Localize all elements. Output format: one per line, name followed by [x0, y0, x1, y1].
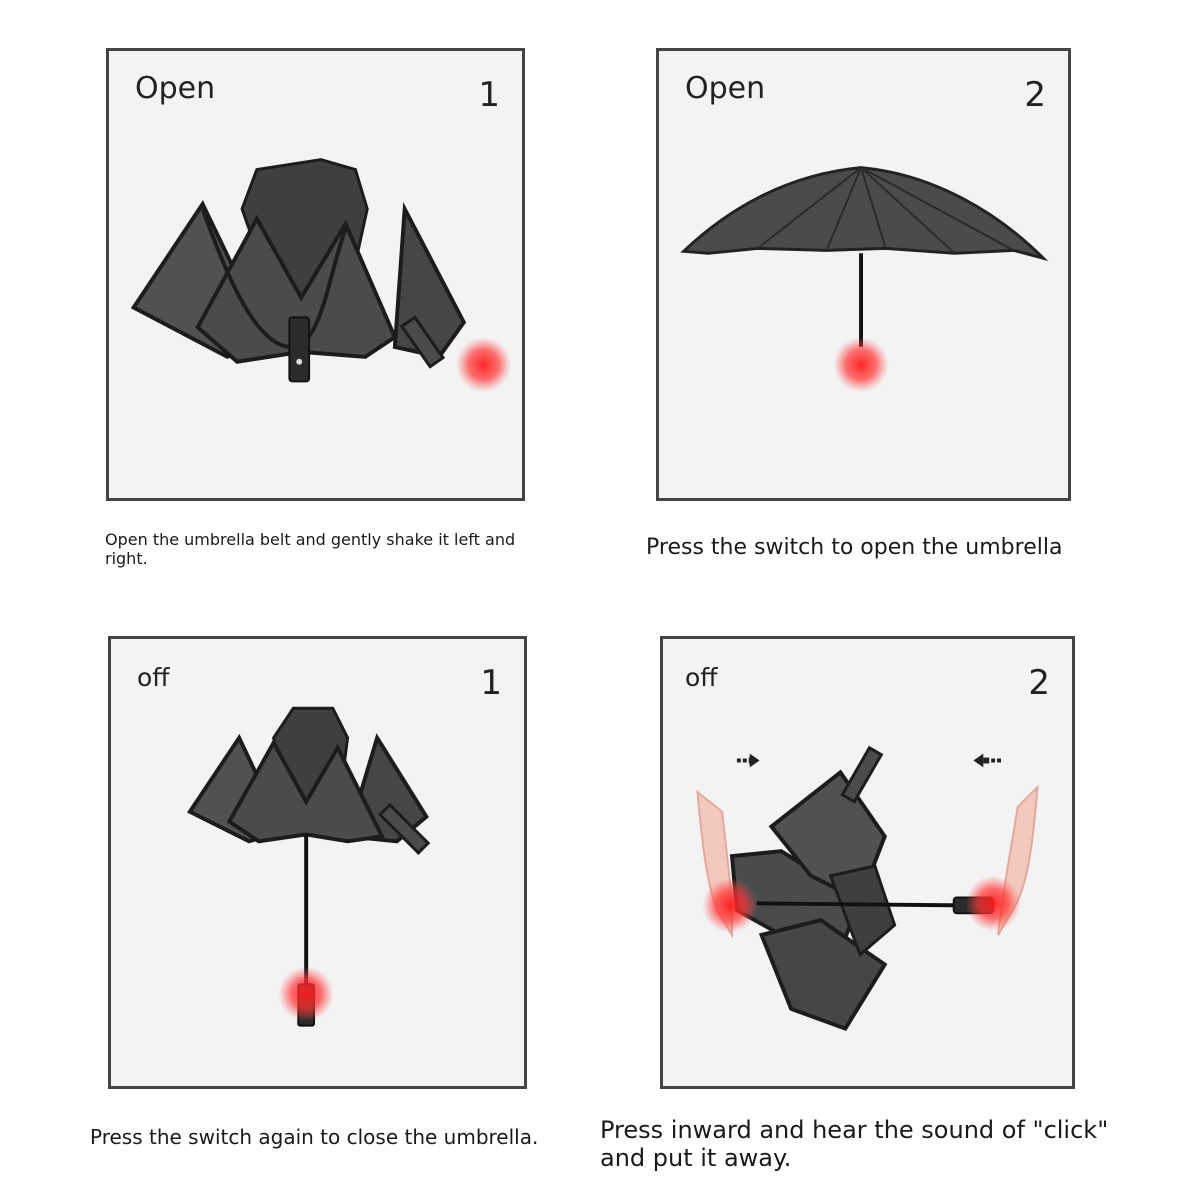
panel-number: 1 — [480, 663, 502, 703]
arrow-left-icon — [973, 754, 1001, 768]
step-panel-off-1 — [108, 636, 527, 1089]
step-caption-off-1: Press the switch again to close the umbrella. — [90, 1125, 539, 1149]
panel-number: 2 — [1024, 75, 1046, 115]
arrow-right-icon — [737, 754, 760, 768]
folded-umbrella-illustration — [109, 51, 522, 498]
panel-label: Open — [135, 71, 216, 106]
compress-umbrella-illustration — [663, 639, 1072, 1086]
panel-label: off — [685, 663, 718, 692]
panel-label: off — [137, 663, 170, 692]
press-highlight-left — [702, 878, 757, 933]
panel-number: 1 — [478, 75, 500, 115]
press-highlight-right — [966, 876, 1021, 931]
panel-label: Open — [685, 71, 766, 106]
belt-highlight — [456, 337, 511, 392]
step-panel-open-1 — [106, 48, 525, 501]
step-caption-open-1: Open the umbrella belt and gently shake it left and right. — [105, 530, 516, 568]
step-panel-open-2 — [656, 48, 1071, 501]
switch-highlight — [833, 337, 888, 392]
step-caption-open-2: Press the switch to open the umbrella — [646, 535, 1063, 560]
step-panel-off-2 — [660, 636, 1075, 1089]
open-umbrella-illustration — [659, 51, 1068, 498]
panel-number: 2 — [1028, 663, 1050, 703]
step-caption-off-2: Press inward and hear the sound of "click" and put it away. — [600, 1116, 1109, 1172]
closing-umbrella-illustration — [111, 639, 524, 1086]
switch-highlight — [279, 966, 334, 1021]
